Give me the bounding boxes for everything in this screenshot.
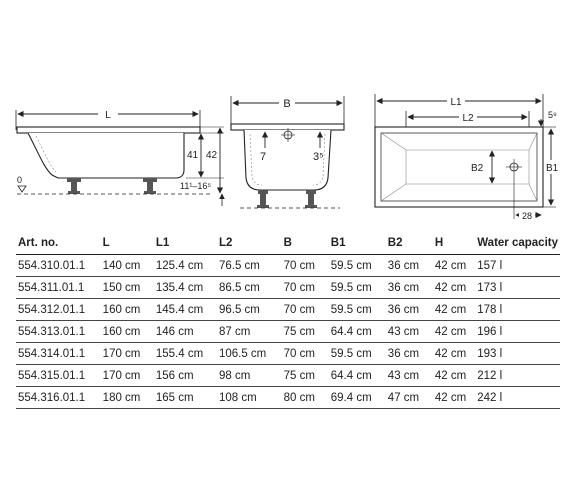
table-cell: 75 cm (282, 365, 329, 387)
table-cell: 554.316.01.1 (16, 387, 101, 409)
table-cell: 64.4 cm (329, 365, 386, 387)
floor-level-label: 0 (17, 175, 23, 185)
table-cell: 59.5 cm (329, 343, 386, 365)
table-cell: 42 cm (433, 387, 475, 409)
side-feet (67, 178, 157, 194)
outer-width-label: B1 (546, 163, 559, 174)
table-cell: 36 cm (386, 255, 433, 277)
table-cell: 212 l (475, 365, 560, 387)
dimensions-table (16, 232, 560, 409)
table-cell: 554.311.01.1 (16, 277, 101, 299)
foot-height-label: 11¹–16⁵ (180, 181, 212, 191)
total-height-label: 42 (206, 150, 218, 161)
table-cell: 75 cm (282, 321, 329, 343)
header-b: B (282, 232, 329, 255)
table-cell: 98 cm (217, 365, 282, 387)
corner-offset-label: 5⁹ (548, 110, 557, 120)
table-cell: 150 cm (101, 277, 154, 299)
table-row (16, 277, 560, 299)
header-l: L (101, 232, 154, 255)
table-cell: 42 cm (433, 299, 475, 321)
table-cell: 59.5 cm (329, 299, 386, 321)
drain-offset-label: 28 (521, 211, 533, 221)
side-rim (17, 127, 200, 133)
header-b2: B2 (386, 232, 433, 255)
end-feet (257, 190, 317, 208)
table-cell: 42 cm (433, 365, 475, 387)
header-art-no: Art. no. (16, 232, 101, 255)
table-cell: 43 cm (386, 365, 433, 387)
inner-length-label: L2 (462, 113, 474, 124)
table-row (16, 343, 560, 365)
table-cell: 47 cm (386, 387, 433, 409)
table-cell: 178 l (475, 299, 560, 321)
header-water-capacity: Water capacity (475, 232, 560, 255)
table-cell: 76.5 cm (217, 255, 282, 277)
end-width-label: B (283, 98, 291, 110)
table-cell: 554.313.01.1 (16, 321, 101, 343)
table-row (16, 299, 560, 321)
table-cell: 59.5 cm (329, 255, 386, 277)
table-cell: 42 cm (433, 277, 475, 299)
table-row (16, 255, 560, 277)
table-cell: 96.5 cm (217, 299, 282, 321)
table-cell: 87 cm (217, 321, 282, 343)
table-cell: 160 cm (101, 321, 154, 343)
top-view (375, 94, 565, 221)
table-cell: 160 cm (101, 299, 154, 321)
table-cell: 70 cm (282, 255, 329, 277)
table-cell: 554.310.01.1 (16, 255, 101, 277)
end-rim (231, 124, 344, 130)
technical-drawing (0, 0, 570, 230)
table-cell: 43 cm (386, 321, 433, 343)
table-cell: 196 l (475, 321, 560, 343)
table-cell: 155.4 cm (154, 343, 217, 365)
table-cell: 64.4 cm (329, 321, 386, 343)
table-row (16, 387, 560, 409)
end-left-offset-label: 7 (260, 151, 267, 163)
table-cell: 135.4 cm (154, 277, 217, 299)
table-cell: 42 cm (433, 255, 475, 277)
table-cell: 193 l (475, 343, 560, 365)
table-cell: 242 l (475, 387, 560, 409)
table-cell: 36 cm (386, 343, 433, 365)
table-cell: 106.5 cm (217, 343, 282, 365)
end-view (231, 96, 344, 208)
table-cell: 80 cm (282, 387, 329, 409)
table-cell: 86.5 cm (217, 277, 282, 299)
inner-width-label: B2 (471, 163, 484, 174)
table-cell: 42 cm (433, 343, 475, 365)
table-cell: 125.4 cm (154, 255, 217, 277)
table-cell: 170 cm (101, 365, 154, 387)
side-tub-body (28, 133, 184, 178)
table-cell: 145.4 cm (154, 299, 217, 321)
table-cell: 70 cm (282, 343, 329, 365)
table-header-row (16, 232, 560, 255)
table-cell: 140 cm (101, 255, 154, 277)
header-l2: L2 (217, 232, 282, 255)
table-cell: 554.314.01.1 (16, 343, 101, 365)
table-cell: 165 cm (154, 387, 217, 409)
outer-length-label: L1 (450, 97, 462, 108)
table-cell: 36 cm (386, 277, 433, 299)
inner-height-label: 41 (187, 150, 199, 161)
side-length-label: L (105, 110, 111, 121)
table-cell: 173 l (475, 277, 560, 299)
table-cell: 42 cm (433, 321, 475, 343)
table-cell: 59.5 cm (329, 277, 386, 299)
table-row (16, 321, 560, 343)
table-cell: 170 cm (101, 343, 154, 365)
header-l1: L1 (154, 232, 217, 255)
table-cell: 554.312.01.1 (16, 299, 101, 321)
end-right-offset-label: 3⁵ (313, 151, 324, 163)
table-cell: 108 cm (217, 387, 282, 409)
header-b1: B1 (329, 232, 386, 255)
table-cell: 157 l (475, 255, 560, 277)
table-row (16, 365, 560, 387)
side-view (16, 106, 224, 206)
table-cell: 69.4 cm (329, 387, 386, 409)
table-cell: 70 cm (282, 277, 329, 299)
table-cell: 180 cm (101, 387, 154, 409)
table-cell: 554.315.01.1 (16, 365, 101, 387)
table-cell: 156 cm (154, 365, 217, 387)
table-cell: 70 cm (282, 299, 329, 321)
header-h: H (433, 232, 475, 255)
table-cell: 36 cm (386, 299, 433, 321)
table-cell: 146 cm (154, 321, 217, 343)
